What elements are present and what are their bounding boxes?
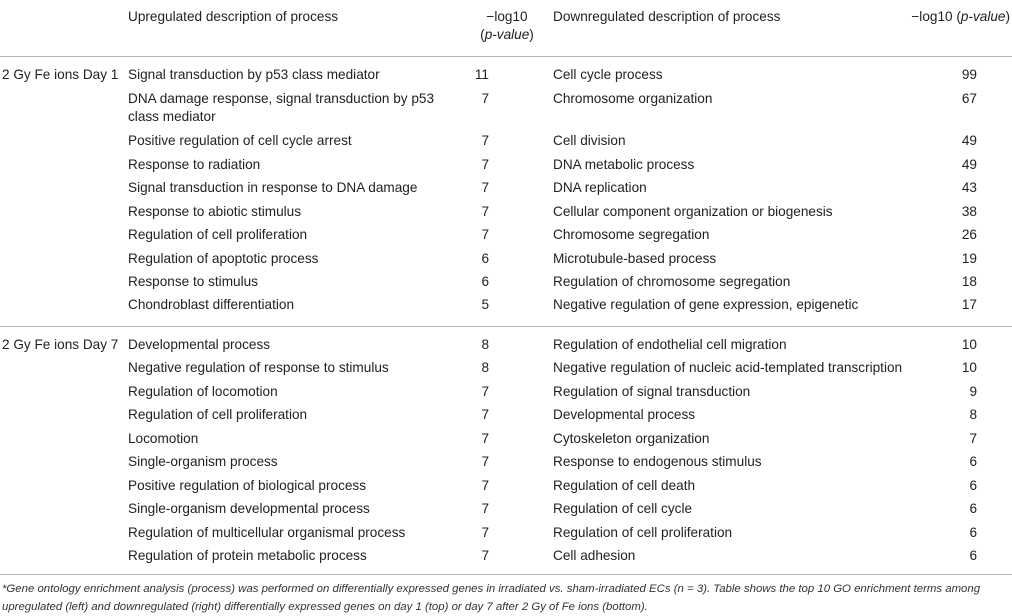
group-label: 2 Gy Fe ions Day 7 (2, 337, 119, 352)
up-log10-value: 5 (481, 297, 489, 312)
down-log10-value: 6 (969, 454, 977, 469)
header-up-value-l1: −log10 (486, 9, 528, 24)
up-description: Regulation of cell proliferation (128, 407, 308, 422)
up-log10-value: 7 (481, 204, 489, 219)
down-description: Chromosome segregation (553, 227, 710, 242)
up-description: Locomotion (128, 431, 199, 446)
divider-header (0, 56, 1012, 57)
down-description: Cellular component organization or biogenesis (553, 204, 833, 219)
up-log10-value: 7 (481, 384, 489, 399)
up-log10-value: 7 (481, 227, 489, 242)
down-log10-value: 6 (969, 478, 977, 493)
up-description: Negative regulation of response to stimulus (128, 360, 389, 375)
down-log10-value: 18 (961, 274, 977, 289)
up-description: Regulation of apoptotic process (128, 251, 319, 266)
divider-groups (0, 326, 1012, 327)
up-description: Signal transduction in response to DNA damage (128, 180, 418, 195)
up-log10-value: 6 (481, 274, 489, 289)
up-log10-value: 6 (481, 251, 489, 266)
up-description: Regulation of cell proliferation (128, 227, 308, 242)
up-description: Response to abiotic stimulus (128, 204, 302, 219)
up-log10-value: 8 (481, 360, 489, 375)
divider-footer (0, 574, 1012, 575)
up-log10-value: 7 (481, 157, 489, 172)
down-log10-value: 19 (961, 251, 977, 266)
up-log10-value: 7 (481, 501, 489, 516)
header-up-desc: Upregulated description of process (128, 9, 339, 24)
down-description: Regulation of cell proliferation (553, 525, 733, 540)
down-description: Cytoskeleton organization (553, 431, 710, 446)
header-down-desc: Downregulated description of process (553, 9, 781, 24)
down-log10-value: 10 (961, 337, 977, 352)
up-log10-value: 7 (481, 407, 489, 422)
header-down-value: −log10 (p-value) (911, 9, 1010, 24)
down-description: Regulation of cell death (553, 478, 696, 493)
up-log10-value: 7 (481, 431, 489, 446)
up-description: Single-organism developmental process (128, 501, 370, 516)
down-description: Response to endogenous stimulus (553, 454, 762, 469)
down-log10-value: 43 (961, 180, 977, 195)
up-log10-value: 7 (481, 478, 489, 493)
down-description: Regulation of cell cycle (553, 501, 693, 516)
down-description: Developmental process (553, 407, 696, 422)
down-log10-value: 26 (961, 227, 977, 242)
down-log10-value: 10 (961, 360, 977, 375)
up-log10-value: 7 (481, 91, 489, 106)
down-description: DNA replication (553, 180, 647, 195)
header-up-value-p: p-value (484, 27, 530, 42)
up-log10-value: 7 (481, 525, 489, 540)
up-description: Positive regulation of cell cycle arrest (128, 133, 352, 148)
up-log10-value: 11 (474, 67, 489, 82)
down-description: Regulation of signal transduction (553, 384, 751, 399)
up-log10-value: 7 (481, 180, 489, 195)
down-description: Negative regulation of gene expression, epigenetic (553, 297, 859, 312)
down-log10-value: 6 (969, 501, 977, 516)
down-log10-value: 49 (961, 133, 977, 148)
down-log10-value: 99 (961, 67, 977, 82)
down-description: Cell cycle process (553, 67, 663, 82)
up-log10-value: 8 (481, 337, 489, 352)
down-log10-value: 49 (961, 157, 977, 172)
up-log10-value: 7 (481, 548, 489, 563)
down-description: Microtubule-based process (553, 251, 717, 266)
down-description: DNA metabolic process (553, 157, 695, 172)
footnote: *Gene ontology enrichment analysis (process) was performed on differentially expressed genes in irradiated vs. sham-irradiated ECs (n = 3). Table shows the top 10 GO enrichment terms among upregulated (left) and downregulated (right) differentially expressed genes on day 1 (top) or day 7 after 2 Gy of Fe ions (bottom). (2, 583, 981, 613)
up-description: Regulation of protein metabolic process (128, 548, 367, 563)
down-description: Cell adhesion (553, 548, 636, 563)
up-description: Regulation of multicellular organismal process (128, 525, 406, 540)
up-description: Signal transduction by p53 class mediator (128, 67, 380, 82)
down-description: Regulation of endothelial cell migration (553, 337, 787, 352)
up-description: Regulation of locomotion (128, 384, 278, 399)
down-log10-value: 8 (969, 407, 977, 422)
down-description: Chromosome organization (553, 91, 713, 106)
down-log10-value: 7 (969, 431, 977, 446)
down-description: Negative regulation of nucleic acid-templated transcription (553, 360, 903, 375)
up-description: DNA damage response, signal transduction by p53 class mediator (128, 91, 435, 124)
up-description: Response to radiation (128, 157, 261, 172)
down-log10-value: 6 (969, 525, 977, 540)
up-description: Developmental process (128, 337, 271, 352)
down-log10-value: 17 (961, 297, 977, 312)
up-description: Chondroblast differentiation (128, 297, 295, 312)
header-up-value: −log10 (p-value) (480, 9, 534, 42)
down-log10-value: 38 (961, 204, 977, 219)
up-description: Positive regulation of biological process (128, 478, 367, 493)
up-description: Single-organism process (128, 454, 278, 469)
down-log10-value: 9 (969, 384, 977, 399)
down-log10-value: 6 (969, 548, 977, 563)
group-label: 2 Gy Fe ions Day 1 (2, 67, 119, 82)
down-log10-value: 67 (961, 91, 977, 106)
table-header (0, 8, 1012, 48)
down-description: Regulation of chromosome segregation (553, 274, 791, 289)
up-log10-value: 7 (481, 454, 489, 469)
down-description: Cell division (553, 133, 626, 148)
up-description: Response to stimulus (128, 274, 258, 289)
up-log10-value: 7 (481, 133, 489, 148)
